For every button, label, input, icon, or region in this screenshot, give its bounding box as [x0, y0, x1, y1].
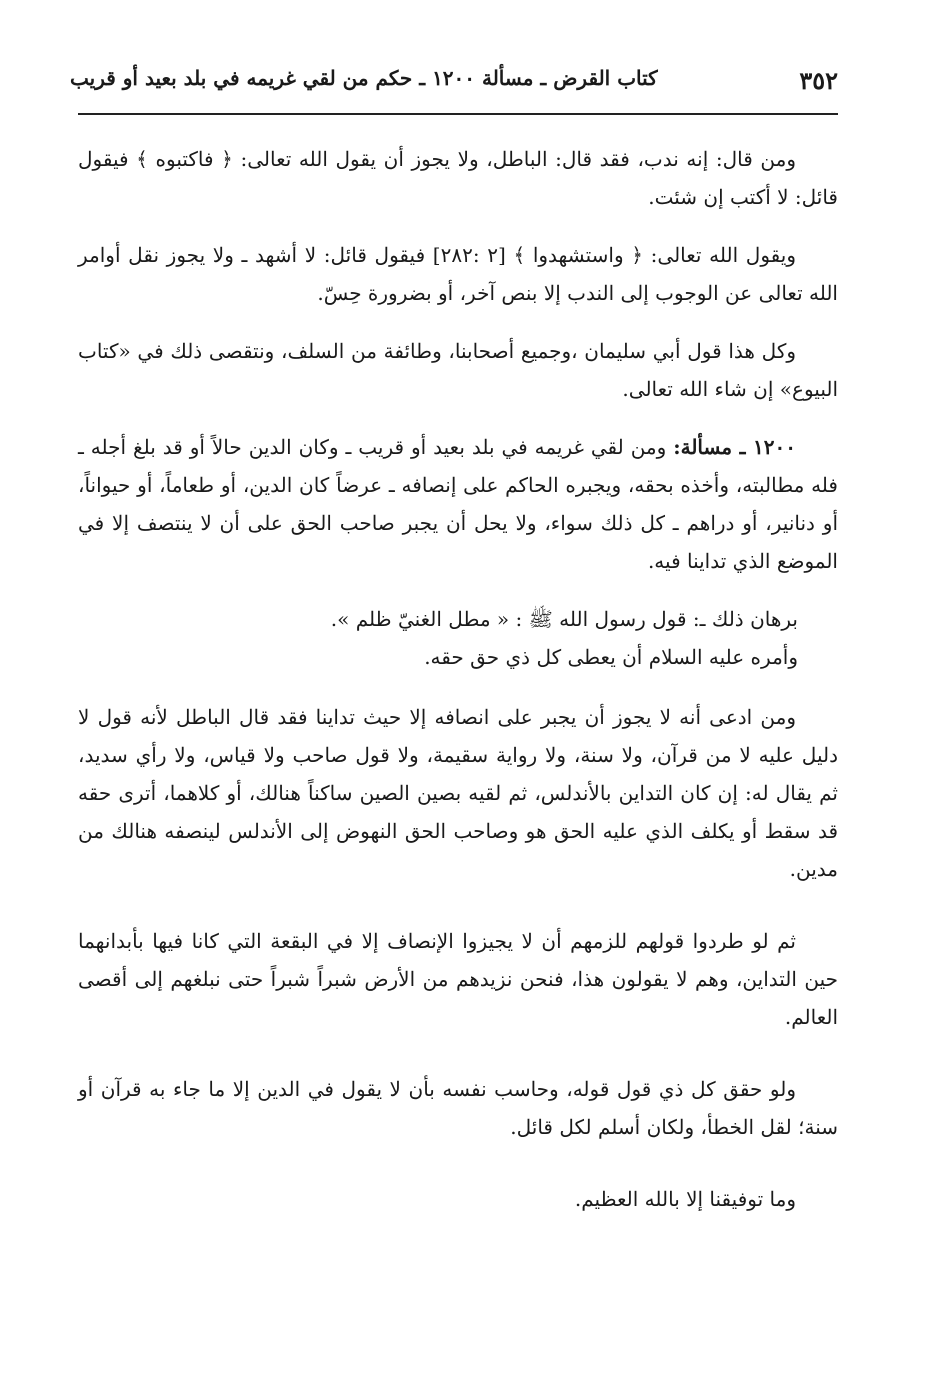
paragraph: ويقول الله تعالى: ﴿ واستشهدوا ﴾ [٢ :٢٨٢] فيقول قائل: لا أشهد ـ ولا يجوز نقل أوامر الله تعالى عن الوجوب إلى الندب إلا بنص آخر، أو بضرورة حِسّ.: [78, 243, 838, 305]
issue-label: ١٢٠٠ ـ مسألة:: [673, 435, 796, 459]
paragraph: ولو حقق كل ذي قول قوله، وحاسب نفسه بأن لا يقول في الدين إلا ما جاء به قرآن أو سنة؛ لقل الخطأ، ولكان أسلم لكل قائل.: [78, 1077, 838, 1139]
page-header: [70, 58, 838, 102]
closing-line: وما توفيقنا إلا بالله العظيم.: [574, 1187, 796, 1211]
header-rule: [78, 113, 838, 115]
running-title: كتاب القرض ـ مسألة ١٢٠٠ ـ حكم من لقي غريمه في بلد بعيد أو قريب: [70, 66, 658, 90]
paragraph: وكل هذا قول أبي سليمان ،وجميع أصحابنا، وطائفة من السلف، ونتقصى ذلك في «كتاب البيوع» إن شاء الله تعالى.: [78, 339, 838, 401]
paragraph: ثم لو طردوا قولهم للزمهم أن لا يجيزوا الإنصاف إلا في البقعة التي كانا فيها بأبدانهما حين التداين، وهم لا يقولون هذا، فنحن نزيدهم من الأرض شبراً شبراً حتى نبلغهم إلى أقصى العالم.: [78, 929, 838, 1029]
evidence-line: برهان ذلك ـ: قول رسول الله ﷺ : « مطل الغنيّ ظلم ».: [330, 607, 798, 631]
evidence-line: وأمره عليه السلام أن يعطى كل ذي حق حقه.: [424, 645, 798, 669]
page-number: ٣٥٢: [799, 66, 838, 95]
evidence-block: [78, 600, 798, 676]
paragraph: ومن ادعى أنه لا يجوز أن يجبر على انصافه إلا حيث تداينا فقد قال الباطل لأنه قول لا دليل عليه لا من قرآن، ولا سنة، ولا رواية سقيمة، ولا قول صاحب ولا قياس، ولا رأي سديد، ثم يقال له: إن كان التداين بالأندلس، ثم لقيه بصين الصين ساكناً هنالك، أو كلاهما، أترى حقه قد سقط أو يكلف الذي عليه الحق هو وصاحب الحق النهوض إلى الأندلس لينصفه هنالك من مدين.: [78, 705, 838, 881]
issue-paragraph: [78, 428, 838, 580]
paragraph: ومن قال: إنه ندب، فقد قال: الباطل، ولا يجوز أن يقول الله تعالى: ﴿ فاكتبوه ﴾ فيقول قائل: لا أكتب إن شئت.: [78, 147, 838, 209]
body-text: [78, 140, 838, 1238]
issue-text: ومن لقي غريمه في بلد بعيد أو قريب ـ وكان الدين حالاً أو قد بلغ أجله ـ فله مطالبته، وأخذه بحقه، ويجبره الحاكم على إنصافه ـ عرضاً كان الدين، أو طعاماً، أو حيواناً، أو دنانير، أو دراهم ـ كل ذلك سواء، ولا يحل أن يجبر صاحب الحق على أن لا ينتصف إلا في الموضع الذي تداينا فيه.: [78, 435, 838, 573]
